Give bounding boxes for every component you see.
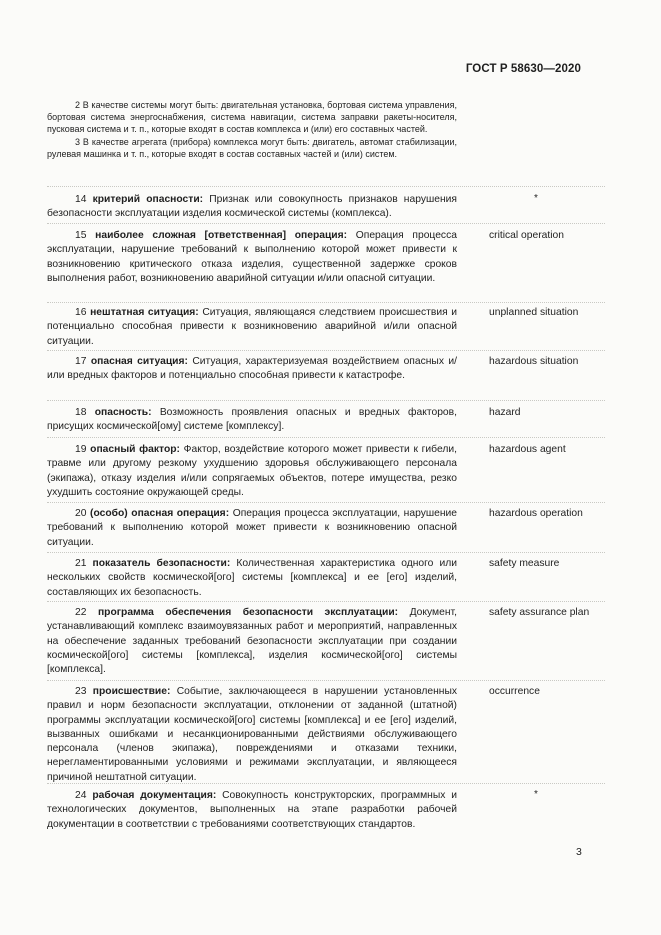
term-entry-14: 14 критерий опасности: Признак или совокупность признаков нарушения безопасности эксплуатации изделия космической системы (комплекса).: [47, 194, 457, 220]
page-number: 3: [576, 846, 582, 858]
separator: [47, 186, 605, 187]
term-entry-24: 24 рабочая документация: Совокупность конструкторских, программных и технологических документов, выполненных на этапе разработки рабочей документации в соответствии с требованиями соответствующих стандартов.: [47, 790, 457, 830]
term-entry-18: 18 опасность: Возможность проявления опасных и вредных факторов, присущих космической[ому] системе [комплексу].: [47, 407, 457, 433]
english-equivalent-20: hazardous operation: [489, 508, 583, 519]
separator: [47, 223, 605, 224]
term-entry-15: 15 наиболее сложная [ответственная] операция: Операция процесса эксплуатации, нарушение требований к выполнению которой может привести к возникновению критического отказа изделия, существенной задержке сроков выполнения работ, возникновению аварийной ситуации и/или опасной ситуации.: [47, 230, 457, 284]
separator: [47, 552, 605, 553]
term-entry-23: 23 происшествие: Событие, заключающееся в нарушении установленных правил и норм безопасности эксплуатации, отклонении от заданной (штатной) программы эксплуатации космической[ого] системы [комплекса] и ее [его] изделий, вызванных ошибками и несанкционированными действиями обслуживающего персонала (членов экипажа), повреждениями и отказами техники, нерегламентированными условиями и режимами эксплуатации, и являющееся причиной нештатной ситуации.: [47, 686, 457, 783]
english-equivalent-14: *: [534, 193, 538, 204]
english-equivalent-17: hazardous situation: [489, 356, 579, 367]
english-equivalent-22: safety assurance plan: [489, 607, 590, 618]
term-entry-22: 22 программа обеспечения безопасности эксплуатации: Документ, устанавливающий комплекс взаимоувязанных работ и мероприятий, направленных на обеспечение заданных требований безопасности эксплуатации при создании космической[ого] системы [комплекса], изделия космической[ого] системы [комплекса].: [47, 607, 457, 676]
separator: [47, 783, 605, 784]
term-entry-20: 20 (особо) опасная операция: Операция процесса эксплуатации, нарушение требований к выполнению которой может привести к возникновению опасной ситуации.: [47, 508, 457, 548]
separator: [47, 302, 605, 303]
english-equivalent-19: hazardous agent: [489, 444, 566, 455]
english-equivalent-23: occurrence: [489, 686, 540, 697]
term-entry-16: 16 нештатная ситуация: Ситуация, являющаяся следствием происшествия и потенциально способная привести к возникновению аварийной и/или опасной ситуации.: [47, 307, 457, 347]
notes-block: [47, 99, 457, 160]
english-equivalent-24: *: [534, 789, 538, 800]
english-equivalent-16: unplanned situation: [489, 307, 579, 318]
separator: [47, 437, 605, 438]
separator: [47, 601, 605, 602]
note-3: 3 В качестве агрегата (прибора) комплекса могут быть: двигатель, автомат стабилизации, рулевая машинка и т. п., которые входят в состав составных частей и (или) систем.: [47, 136, 457, 159]
separator: [47, 350, 605, 351]
english-equivalent-15: critical operation: [489, 230, 564, 241]
term-entry-17: 17 опасная ситуация: Ситуация, характеризуемая воздействием опасных и/или вредных факторов и потенциально способная привести к катастрофе.: [47, 356, 457, 382]
separator: [47, 502, 605, 503]
term-entry-21: 21 показатель безопасности: Количественная характеристика одного или нескольких свойств космической[ого] системы [комплекса] и ее [его] изделий, составляющих их безопасность.: [47, 558, 457, 598]
english-equivalent-18: hazard: [489, 407, 521, 418]
english-equivalent-21: safety measure: [489, 558, 560, 569]
note-2: 2 В качестве системы могут быть: двигательная установка, бортовая система управления, бортовая система энергоснабжения, система навигации, система заправки ракеты-носителя, пусковая система и т. п., которые входят в состав комплекса и (или) его составных частей.: [47, 100, 457, 135]
document-code-header: ГОСТ Р 58630—2020: [465, 63, 581, 75]
separator: [47, 680, 605, 681]
separator: [47, 400, 605, 401]
term-entry-19: 19 опасный фактор: Фактор, воздействие которого может привести к гибели, травме или другому резкому ухудшению здоровья обслуживающего персонала (экипажа), отказу изделия и/или сопрягаемых объектов, потере имущества, резко ухудшить состояние окружающей среды.: [47, 444, 457, 498]
